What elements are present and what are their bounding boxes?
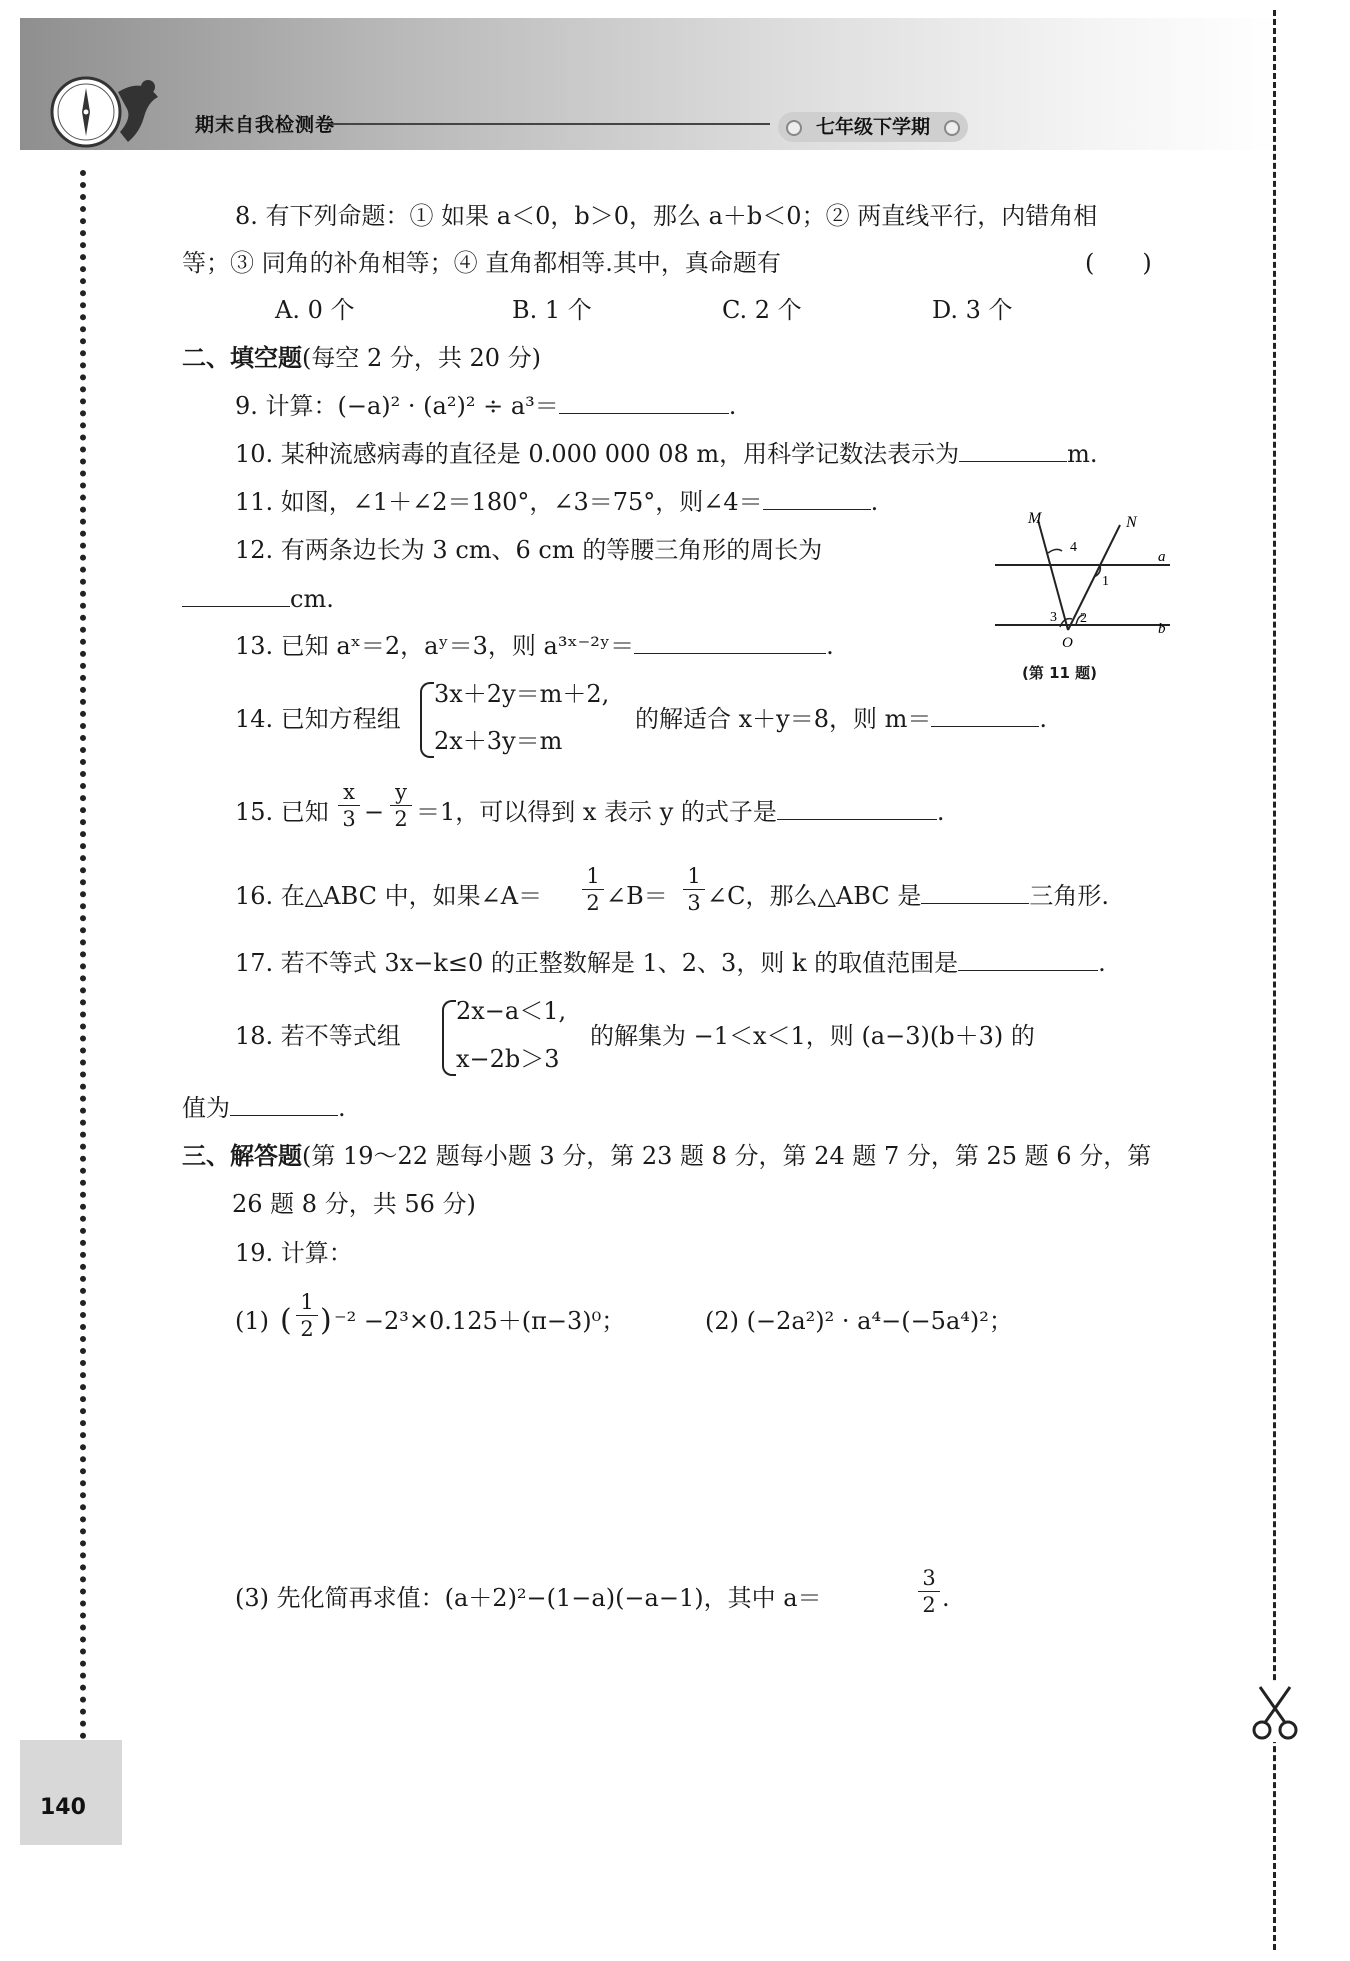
q15-frac1-den: 3 (342, 807, 356, 831)
q8-option-a: A. 0 个 (275, 296, 355, 324)
q12-answer-blank[interactable] (182, 584, 290, 607)
q10-text: 10. 某种流感病毒的直径是 0.000 000 08 m，用科学记数法表示为 (235, 440, 960, 468)
q19-title: 19. 计算： (235, 1239, 353, 1267)
q16-frac2 (683, 864, 705, 915)
scissors-icon (1250, 1682, 1300, 1742)
badge-dot-left-icon (786, 120, 802, 136)
section3-heading: 三、解答题 (182, 1142, 302, 1170)
q19-p3-prefix: (3) 先化简再求值：(a＋2)²−(1−a)(−a−1)，其中 a＝ (235, 1584, 822, 1612)
q9 (235, 390, 736, 422)
q17 (235, 947, 1106, 979)
q14-eq1: 3x＋2y＝m＋2, (434, 680, 610, 708)
q16-prefix: 16. 在△ABC 中，如果∠A＝ (235, 882, 543, 910)
q9-answer-blank[interactable] (559, 391, 729, 414)
header-rule (330, 123, 770, 125)
q18-brace (442, 1000, 456, 1076)
q18-tail: . (338, 1094, 346, 1122)
section2-title (182, 342, 541, 374)
q9-tail: . (728, 392, 737, 420)
q19-p1-label: (1) (235, 1307, 269, 1335)
q8-option-d: D. 3 个 (932, 296, 1013, 324)
q16-tail: 三角形. (1029, 882, 1109, 910)
figure-caption: (第 11 题) (1022, 664, 1098, 682)
q19-p1-lparen: ( (280, 1303, 292, 1338)
q16-frac1-num: 1 (586, 864, 600, 888)
q8-option-b: B. 1 个 (512, 296, 592, 324)
q17-tail: . (1098, 949, 1106, 977)
q13-text: 13. 已知 aˣ＝2，aʸ＝3，则 a³ˣ⁻²ʸ＝ (235, 632, 635, 660)
q10 (235, 438, 1098, 470)
q11 (235, 486, 878, 518)
page-number: 140 (40, 1795, 86, 1820)
q16-frac2-den: 3 (687, 891, 701, 915)
q16-frac1 (582, 864, 604, 915)
q12-line1: 12. 有两条边长为 3 cm、6 cm 的等腰三角形的周长为 (235, 536, 823, 564)
q15-prefix: 15. 已知 (235, 798, 329, 826)
q14-answer-blank[interactable] (931, 704, 1039, 727)
q8-option-c: C. 2 个 (722, 296, 802, 324)
grade-label: 七年级下学期 (816, 116, 931, 138)
q17-text: 17. 若不等式 3x−k≤0 的正整数解是 1、2、3，则 k 的取值范围是 (235, 949, 959, 977)
q11-tail: . (870, 488, 879, 516)
q18-eq1: 2x−a＜1, (456, 997, 567, 1025)
q18-line2-text: 值为 (182, 1094, 230, 1122)
q12-tail: cm. (290, 585, 334, 613)
q15-suffix: ＝1，可以得到 x 表示 y 的式子是 (416, 798, 777, 826)
q18-answer-blank[interactable] (230, 1093, 338, 1116)
fig-label-o: O (1062, 635, 1073, 650)
q19-p1-rest: ⁻² −2³×0.125＋(π−3)⁰； (334, 1307, 626, 1335)
q8-paren: ( ) (1085, 249, 1152, 277)
fig-angle-2: 2 (1080, 611, 1087, 626)
section3-title (182, 1140, 1151, 1172)
header-title: 期末自我检测卷 (195, 114, 336, 136)
q10-answer-blank[interactable] (959, 439, 1067, 462)
q9-text: 9. 计算：(−a)² · (a²)² ÷ a³＝ (235, 392, 559, 420)
section2-heading: 二、填空题 (182, 344, 302, 372)
binding-dotted-line (80, 170, 86, 1740)
q16-mid: ∠B＝ (606, 882, 668, 910)
q10-tail: m. (1067, 440, 1098, 468)
grade-badge (778, 112, 968, 142)
section3-line2: 26 题 8 分，共 56 分) (232, 1190, 476, 1218)
q16-frac1-den: 2 (586, 891, 600, 915)
cut-dashed-line (1273, 10, 1276, 1950)
q14-rest (635, 703, 1047, 735)
q13-tail: . (826, 632, 834, 660)
q19-p1-rparen: ) (320, 1303, 332, 1338)
q18-eq2: x−2b＞3 (456, 1045, 560, 1073)
compass-logo (48, 72, 168, 152)
q19-p1-frac (296, 1290, 318, 1341)
q16-rest (707, 880, 1109, 912)
q11-figure (990, 505, 1175, 650)
fig-label-n: N (1126, 514, 1137, 531)
q14-prefix: 14. 已知方程组 (235, 705, 401, 733)
q18-line2 (182, 1092, 346, 1124)
q15-frac2-num: y (395, 780, 407, 804)
badge-dot-right-icon (944, 120, 960, 136)
q16-suffix: ∠C，那么△ABC 是 (707, 882, 922, 910)
q18-prefix: 18. 若不等式组 (235, 1022, 401, 1050)
q15-answer-blank[interactable] (777, 797, 937, 820)
q14-brace (420, 682, 434, 758)
q15-frac1 (338, 780, 360, 831)
fig-label-b: b (1158, 621, 1166, 637)
q18-suffix: 的解集为 −1＜x＜1，则 (a−3)(b＋3) 的 (590, 1022, 1035, 1050)
fig-label-a: a (1158, 549, 1166, 565)
q19-p3-frac (918, 1566, 940, 1617)
q19-p2: (2) (−2a²)² · a⁴−(−5a⁴)²； (705, 1307, 1013, 1335)
q13-answer-blank[interactable] (634, 631, 826, 654)
q14-tail: . (1039, 705, 1048, 733)
q11-text: 11. 如图，∠1＋∠2＝180°，∠3＝75°，则∠4＝ (235, 488, 763, 516)
q15-minus: − (364, 798, 385, 826)
q19-p3-tail: . (942, 1584, 950, 1612)
q15-rest (416, 796, 945, 828)
page-number-box (20, 1740, 122, 1845)
q15-frac1-num: x (343, 780, 355, 804)
q19-p3-den: 2 (922, 1593, 936, 1617)
fig-angle-1: 1 (1102, 574, 1109, 589)
fig-angle-4: 4 (1070, 540, 1077, 555)
q12-line2 (182, 583, 334, 615)
q15-frac2 (390, 780, 412, 831)
fig-label-m: M (1028, 510, 1042, 527)
q16-frac2-num: 1 (687, 864, 701, 888)
q13 (235, 630, 834, 662)
q17-answer-blank[interactable] (958, 948, 1098, 971)
q14-eq2: 2x＋3y＝m (434, 727, 563, 755)
q14-suffix: 的解适合 x＋y＝8，则 m＝ (635, 705, 932, 733)
q16-answer-blank[interactable] (921, 881, 1029, 904)
fig-angle-3: 3 (1050, 610, 1057, 625)
section2-note: (每空 2 分，共 20 分) (302, 344, 542, 372)
q19-p1-den: 2 (300, 1317, 314, 1341)
q19-p1-num: 1 (300, 1290, 314, 1314)
q11-answer-blank[interactable] (763, 487, 871, 510)
section3-note: (第 19～22 题每小题 3 分，第 23 题 8 分，第 24 题 7 分，第 25 题 6 分，第 (302, 1142, 1152, 1170)
q8-line2: 等；③ 同角的补角相等；④ 直角都相等.其中，真命题有 (182, 249, 781, 277)
q19-p3-num: 3 (922, 1566, 936, 1590)
q15-tail: . (936, 798, 945, 826)
q8-line1: 8. 有下列命题：① 如果 a＜0，b＞0，那么 a＋b＜0；② 两直线平行，内错角相 (235, 202, 1098, 230)
q15-frac2-den: 2 (394, 807, 408, 831)
